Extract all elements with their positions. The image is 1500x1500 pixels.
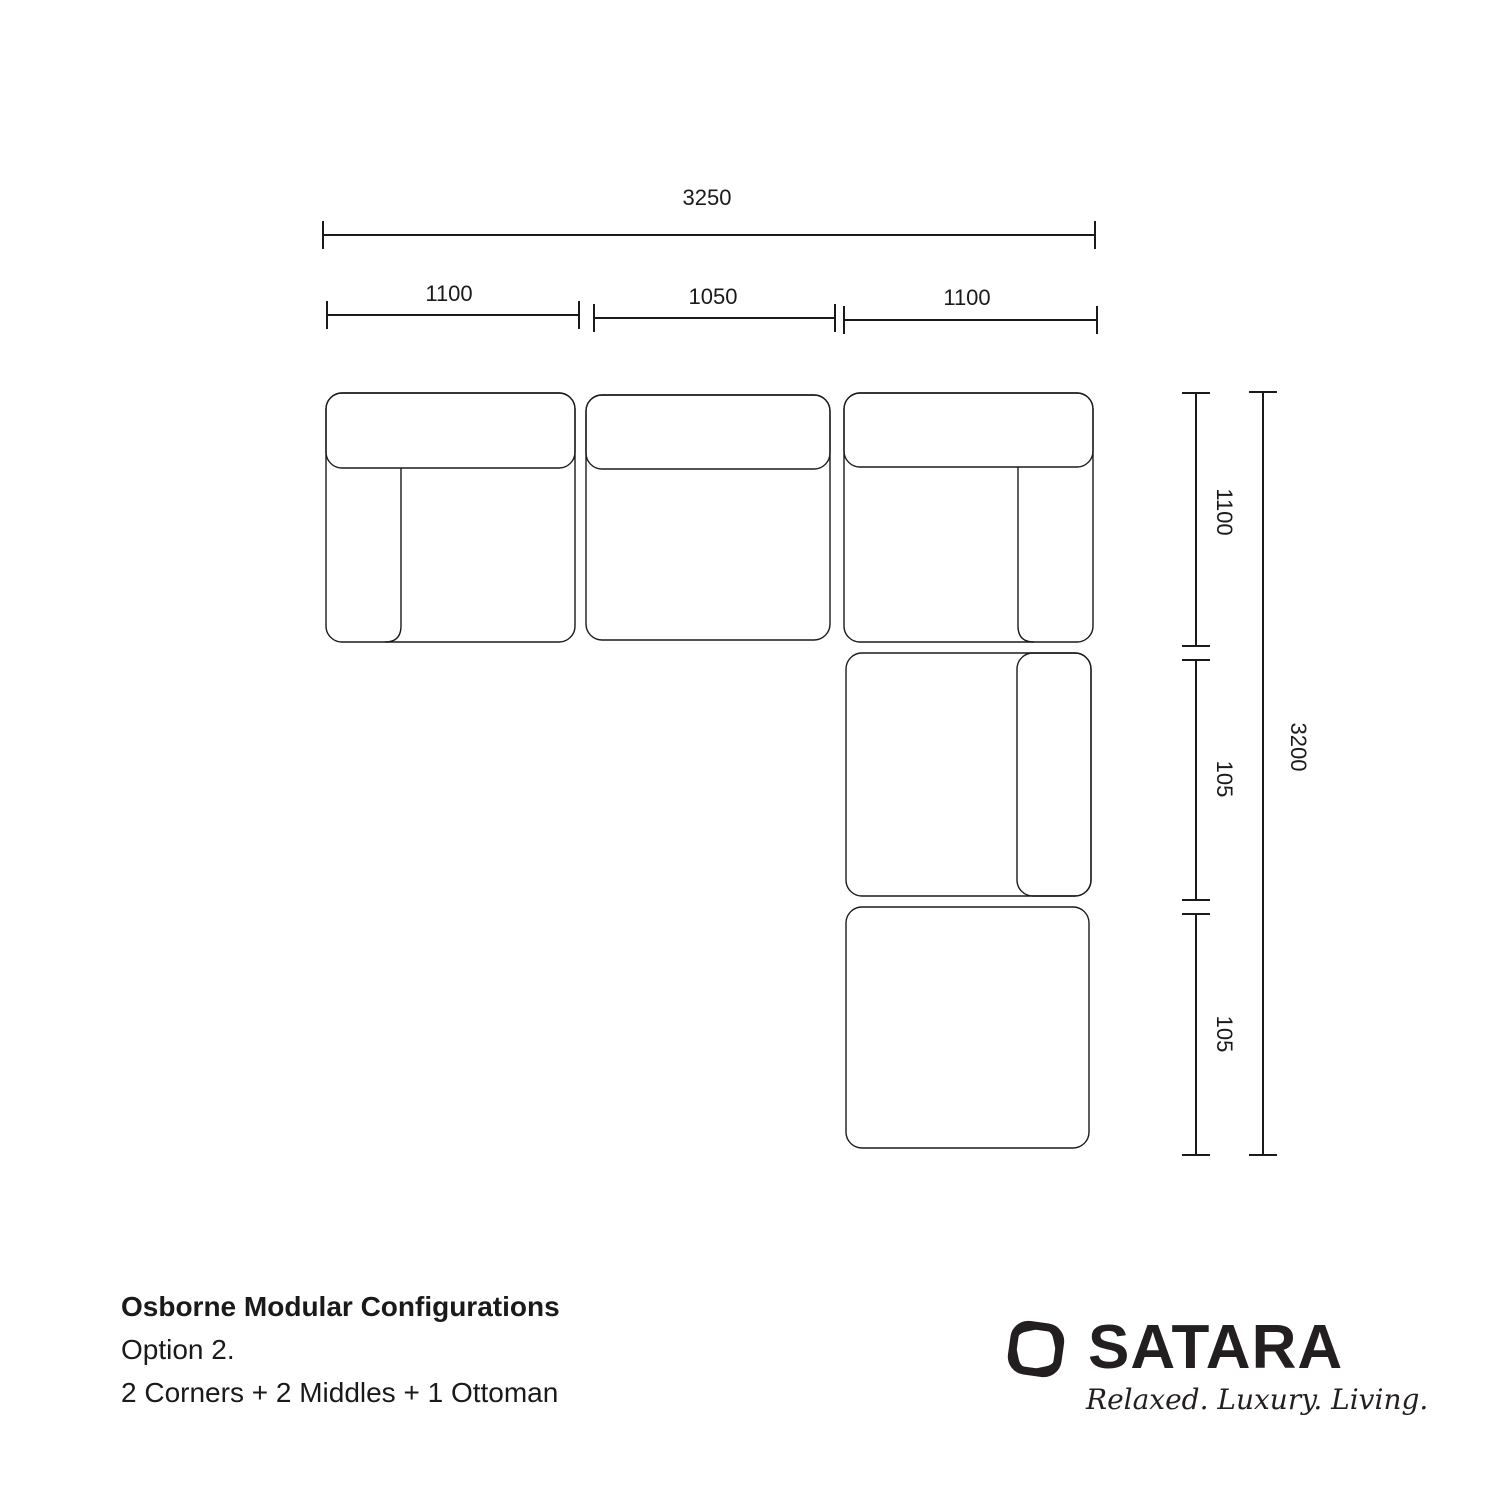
brand-tagline: Relaxed. Luxury. Living.	[1086, 1383, 1429, 1416]
middle-module-top	[586, 395, 830, 640]
ottoman-module	[846, 907, 1089, 1148]
caption-option: Option 2.	[121, 1334, 235, 1365]
configuration-caption	[121, 1286, 560, 1414]
overall-depth-label: 3200	[1286, 722, 1311, 772]
module-width-label-3: 1100	[943, 285, 991, 310]
overall-depth-dimension	[1249, 392, 1277, 1155]
module-width-label-1: 1100	[425, 281, 473, 306]
caption-contents: 2 Corners + 2 Middles + 1 Ottoman	[121, 1377, 559, 1408]
caption-title: Osborne Modular Configurations	[121, 1291, 560, 1322]
satara-logo-mark-icon	[1000, 1313, 1072, 1385]
module-depth-label-3: 105	[1212, 1015, 1237, 1053]
middle-module-side	[846, 653, 1091, 896]
module-depth-label-1: 1100	[1212, 488, 1237, 536]
corner-module-left	[326, 393, 575, 642]
satara-logo	[1000, 1305, 1429, 1416]
corner-module-right	[844, 393, 1093, 642]
module-width-label-2: 1050	[688, 284, 738, 309]
brand-name: SATARA	[1088, 1313, 1344, 1382]
module-depth-dimensions	[1182, 393, 1210, 1155]
module-depth-label-2: 105	[1212, 760, 1237, 798]
overall-width-label: 3250	[682, 185, 732, 210]
overall-width-dimension	[323, 221, 1095, 249]
